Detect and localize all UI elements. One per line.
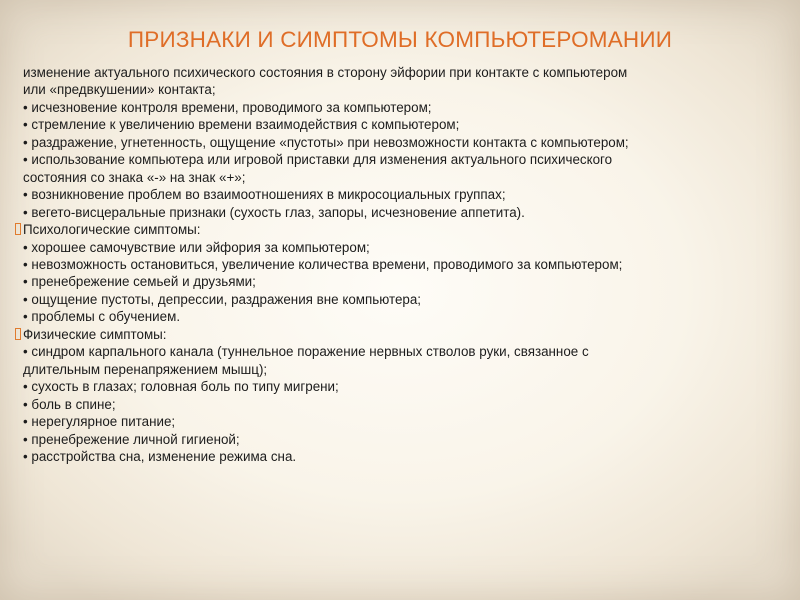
slide-body xyxy=(15,64,785,465)
bullet-line: • невозможность остановиться, увеличение количества времени, проводимого за компьютером; xyxy=(23,256,623,272)
section-heading-text: Психологические симптомы: xyxy=(23,222,201,238)
bullet-line: • использование компьютера или игровой приставки для изменения актуального психического xyxy=(23,152,613,168)
bullet-line: • нерегулярное питание; xyxy=(23,414,176,430)
bullet-line: • сухость в глазах; головная боль по типу мигрени; xyxy=(23,379,339,395)
section-heading-psychological xyxy=(15,221,785,238)
bullet-line: • возникновение проблем во взаимоотношениях в микросоциальных группах; xyxy=(23,187,506,203)
bullet-line: • проблемы с обучением. xyxy=(23,309,181,325)
bullet-line: • вегето-висцеральные признаки (сухость глаз, запоры, исчезновение аппетита). xyxy=(23,204,525,220)
section-marker-icon xyxy=(15,223,21,235)
text-line: или «предвкушении» контакта; xyxy=(23,82,216,98)
slide-title: ПРИЗНАКИ И СИМПТОМЫ КОМПЬЮТЕРОМАНИИ xyxy=(127,27,673,52)
text-line: состояния со знака «-» на знак «+»; xyxy=(23,169,246,185)
text-line: изменение актуального психического состояния в сторону эйфории при контакте с компьютером xyxy=(23,65,628,80)
bullet-line: • пренебрежение личной гигиеной; xyxy=(23,431,240,447)
bullet-line: • пренебрежение семьей и друзьями; xyxy=(23,274,256,290)
bullet-line: • ощущение пустоты, депрессии, раздражения вне компьютера; xyxy=(23,291,422,307)
bullet-line: • хорошее самочувствие или эйфория за компьютером; xyxy=(23,239,370,255)
bullet-line: • стремление к увеличению времени взаимодействия с компьютером; xyxy=(23,117,460,133)
section-marker-icon xyxy=(15,328,21,340)
bullet-line: • расстройства сна, изменение режима сна. xyxy=(23,448,297,464)
section-heading-physical xyxy=(15,326,785,343)
bullet-line: • синдром карпального канала (туннельное поражение нервных стволов руки, связанное с xyxy=(23,344,589,360)
text-line: длительным перенапряжением мышц); xyxy=(23,361,268,377)
bullet-line: • раздражение, угнетенность, ощущение «пустоты» при невозможности контакта с компьютером; xyxy=(23,134,629,150)
bullet-line: • боль в спине; xyxy=(23,396,116,412)
bullet-line: • исчезновение контроля времени, проводимого за компьютером; xyxy=(23,99,432,115)
section-heading-text: Физические симптомы: xyxy=(23,326,167,342)
